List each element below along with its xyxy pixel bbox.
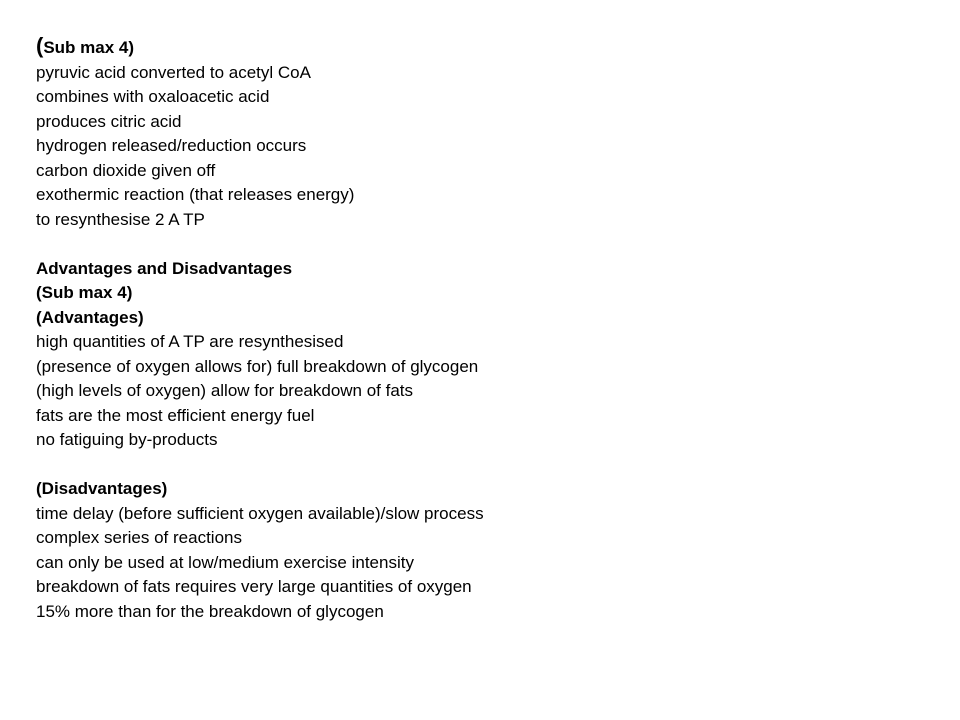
section1-line: to resynthesise 2 A TP [36, 209, 205, 229]
advantage-item: (high levels of oxygen) allow for breakdown of fats [36, 381, 414, 400]
section1-heading [36, 34, 936, 61]
slide-text-block [36, 34, 936, 624]
disadvantage-item: 15% more than for the breakdown of glycogen [36, 601, 384, 621]
section1-line: carbon dioxide given off [36, 160, 216, 180]
section1-line: hydrogen released/reduction occurs [36, 136, 307, 155]
disadvantage-item: complex series of reactions [36, 528, 242, 547]
advantage-item: high quantities of A TP are resynthesised [36, 332, 344, 351]
section1-line: combines with oxaloacetic acid [36, 87, 270, 106]
advantages-heading: (Advantages) [36, 307, 144, 327]
section1-heading-text: Sub max 4) [43, 38, 135, 57]
disadvantage-item: time delay (before sufficient oxygen available)/slow process [36, 503, 484, 523]
advantage-item: no fatiguing by-products [36, 430, 218, 449]
section2-submax: (Sub max 4) [36, 283, 133, 302]
section1-line: exothermic reaction (that releases energy) [36, 185, 355, 204]
spacer [36, 453, 936, 478]
spacer [36, 232, 936, 257]
disadvantage-item: can only be used at low/medium exercise intensity [36, 552, 414, 572]
section1-line: produces citric acid [36, 111, 182, 131]
section1-heading-paren: ( [36, 33, 44, 58]
advantage-item: (presence of oxygen allows for) full breakdown of glycogen [36, 356, 479, 376]
section2-title: Advantages and Disadvantages [36, 258, 293, 278]
section1-line: pyruvic acid converted to acetyl CoA [36, 62, 311, 82]
advantage-item: fats are the most efficient energy fuel [36, 405, 315, 425]
disadvantages-heading: (Disadvantages) [36, 479, 168, 498]
disadvantage-item: breakdown of fats requires very large quantities of oxygen [36, 577, 472, 596]
